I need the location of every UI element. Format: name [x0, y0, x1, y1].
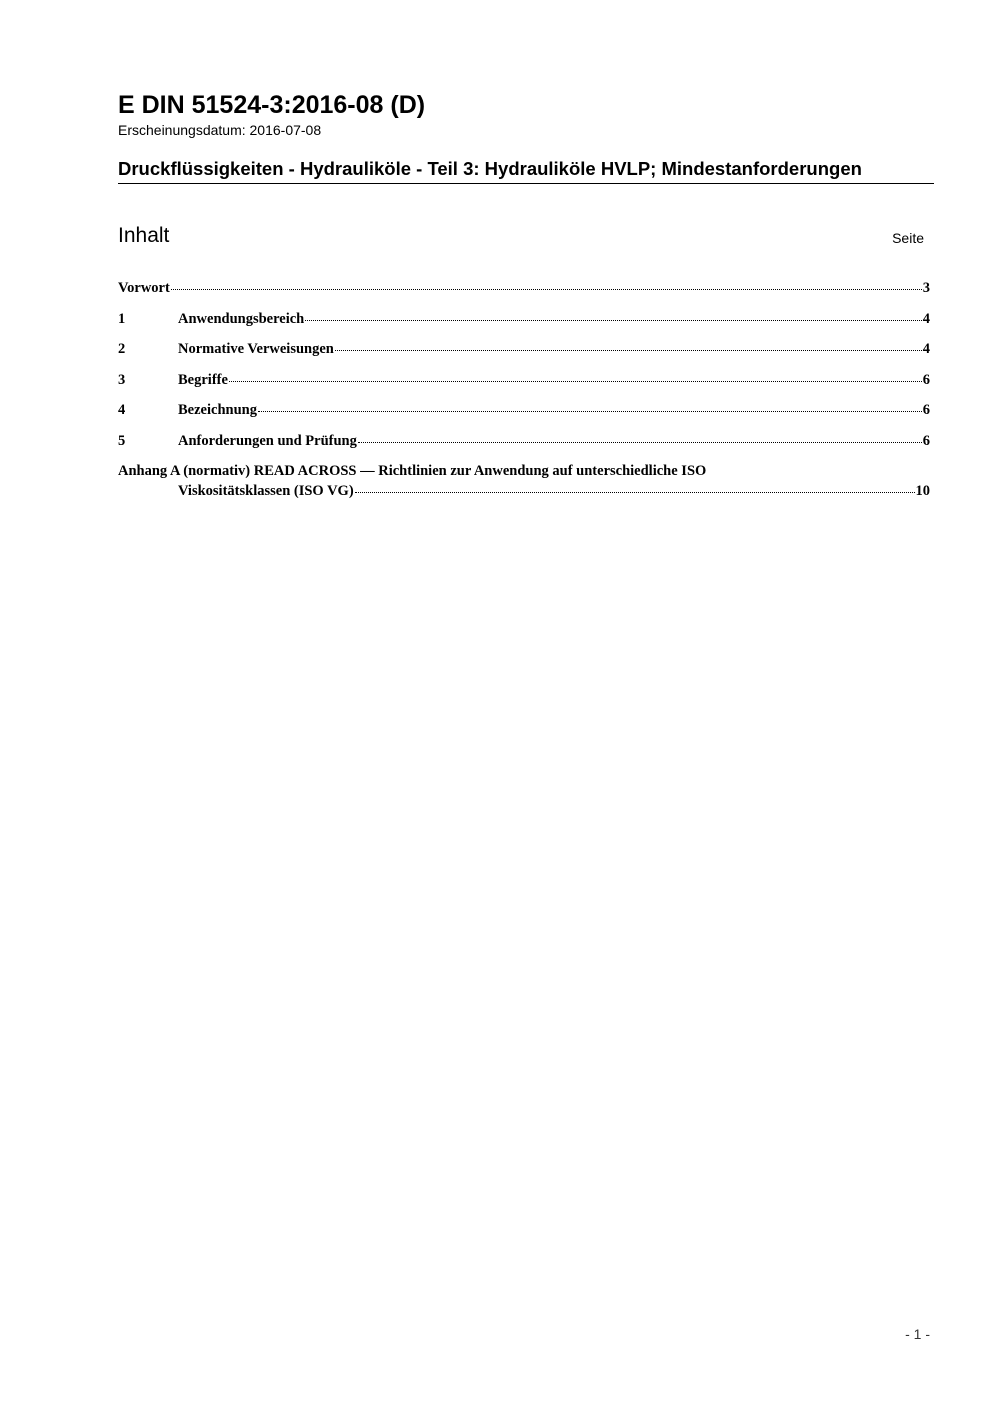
document-subject: Druckflüssigkeiten - Hydrauliköle - Teil 3: Hydrauliköle HVLP; Mindestanforderungen: [118, 157, 934, 184]
toc-entry-page: 4: [922, 341, 930, 357]
toc-entry-label: Begriffe: [178, 371, 228, 388]
toc-entry-label: Anforderungen und Prüfung: [178, 432, 357, 449]
toc-heading: Inhalt: [118, 224, 170, 247]
publication-date: Erscheinungsdatum: 2016-07-08: [118, 122, 322, 138]
toc-annex-title-line-2: Viskositätsklassen (ISO VG): [178, 483, 354, 499]
page-number: - 1 -: [905, 1326, 930, 1342]
toc-entry-page: 3: [922, 280, 930, 296]
toc-entry-annex-a[interactable]: [118, 461, 930, 501]
toc-entry-1[interactable]: [118, 309, 930, 329]
toc-dot-leader: [171, 289, 922, 290]
toc-entry-2[interactable]: [118, 339, 930, 359]
toc-entry-page: 6: [922, 432, 930, 449]
toc-entry-number: 3: [118, 371, 126, 388]
toc-annex-title-line-1: Anhang A (normativ) READ ACROSS — Richtlinien zur Anwendung auf unterschiedliche ISO: [118, 463, 707, 479]
toc-entry-number: 5: [118, 432, 126, 449]
toc-entry-page: 6: [922, 402, 930, 418]
toc-entry-label: Normative Verweisungen: [178, 341, 334, 357]
toc-dot-leader: [335, 350, 922, 351]
toc-dot-leader: [305, 320, 922, 321]
document-title: E DIN 51524-3:2016-08 (D): [118, 91, 426, 119]
toc-entry-number: 2: [118, 341, 126, 357]
toc-entry-5[interactable]: [118, 431, 930, 451]
toc-entry-number: 4: [118, 402, 126, 418]
toc-entry-page: 10: [915, 483, 930, 499]
toc-annex-title-line-2-row: [118, 481, 930, 501]
toc-entry-3[interactable]: [118, 370, 930, 390]
toc-entry-page: 6: [922, 371, 930, 388]
toc-entry-page: 4: [922, 310, 930, 327]
toc-dot-leader: [358, 442, 922, 443]
toc-entry-number: 1: [118, 310, 126, 327]
toc-dot-leader: [258, 411, 922, 412]
toc-entry-vorwort[interactable]: [118, 278, 930, 298]
toc-entry-label: Vorwort: [118, 280, 170, 296]
toc-page-column-heading: Seite: [892, 230, 924, 246]
toc-entry-label: Bezeichnung: [178, 402, 257, 418]
toc-dot-leader: [355, 492, 915, 493]
table-of-contents: [118, 278, 930, 501]
toc-dot-leader: [229, 381, 922, 382]
toc-entry-label: Anwendungsbereich: [178, 310, 305, 327]
toc-entry-4[interactable]: [118, 400, 930, 420]
